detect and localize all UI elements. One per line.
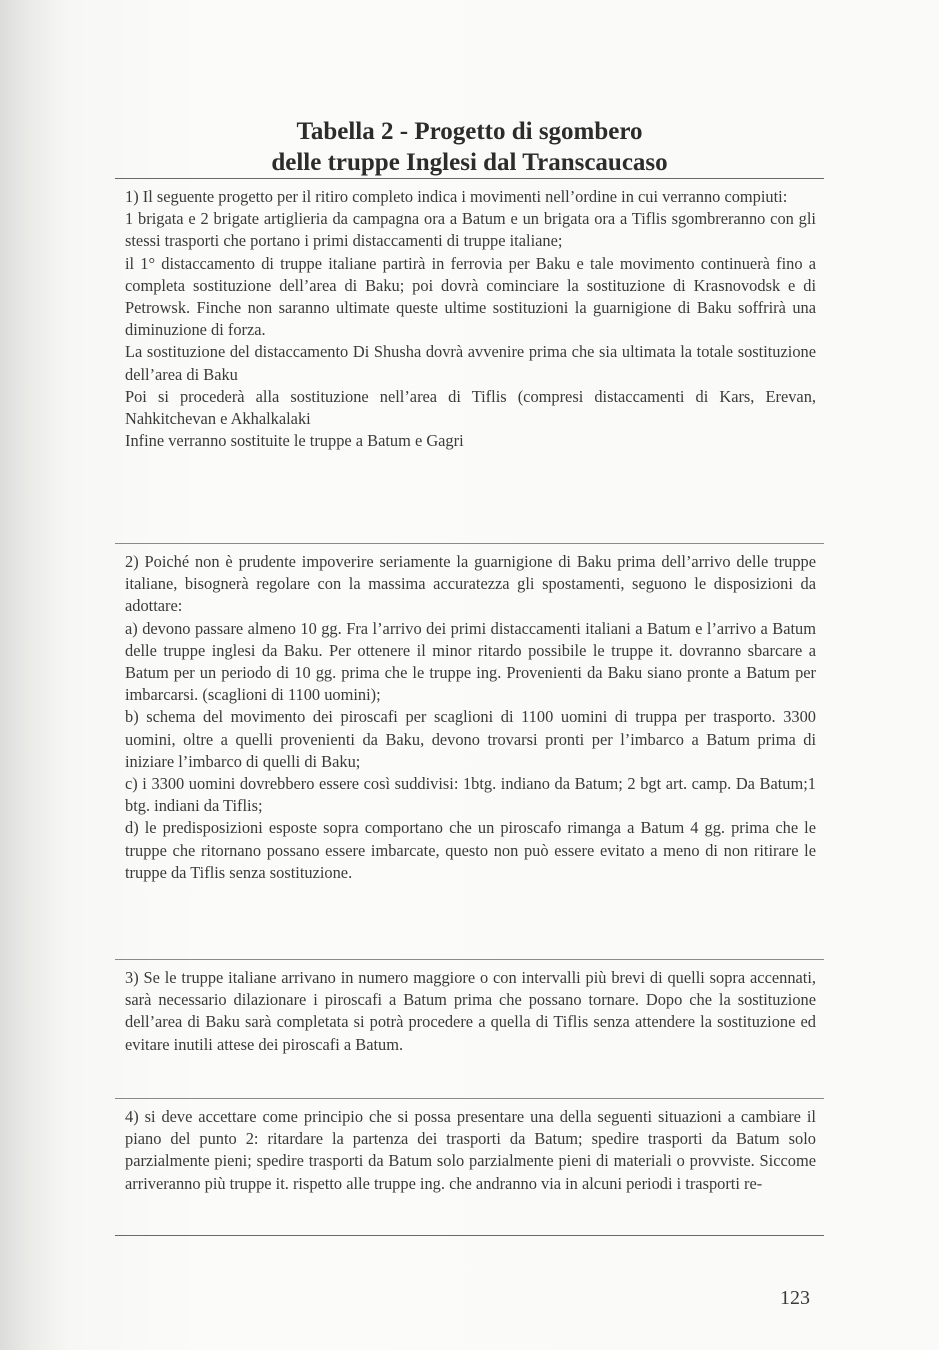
row-2-paragraph: a) devono passare almeno 10 gg. Fra l’arrivo dei primi distaccamenti italiani a Batum e l’arrivo a Batum delle truppe inglesi da Baku. Per ottenere il minor ritardo possibile le truppe it. dovranno sbarcare a Batum per un periodo di 10 gg. prima che le truppe ing. Provenienti da Baku siano pronte a Batum per imbarcarsi. (scaglioni di 1100 uomini); (125, 618, 816, 705)
page-number: 123 (780, 1287, 810, 1309)
row-4-paragraph: 4) si deve accettare come principio che si possa presentare una della seguenti situazioni a cambiare il piano del punto 2: ritardare la partenza dei trasporti da Batum; spedire trasporti da Batum solo parzialmente pieni; spedire trasporti da Batum solo parzialmente pieni di materiali o provviste. Siccome arriveranno più truppe it. rispetto alle truppe ing. che andranno via in alcuni periodi i trasporti re- (125, 1107, 816, 1193)
table-row-1 (115, 179, 824, 543)
row-1-paragraph: La sostituzione del distaccamento Di Shusha dovrà avvenire prima che sia ultimata la totale sostituzione dell’area di Baku (125, 342, 816, 384)
row-2-paragraph: 2) Poiché non è prudente impoverire seriamente la guarnigione di Baku prima dell’arrivo delle truppe italiane, bisognerà regolare con la massima accuratezza gli spostamenti, seguono le disposizioni da adottare: (125, 552, 816, 616)
table-title (115, 116, 824, 178)
table-row-2 (115, 543, 824, 959)
row-1-paragraph: Infine verranno sostituite le truppe a Batum e Gagri (125, 431, 464, 451)
plan-table (115, 178, 824, 1236)
row-1-paragraph: Poi si procederà alla sostituzione nell’area di Tiflis (compresi distaccamenti di Kars, Erevan, Nahkitchevan e Akhalkalaki (125, 386, 816, 429)
row-2-paragraph: c) i 3300 uomini dovrebbero essere così suddivisi: 1btg. indiano da Batum; 2 bgt art. camp. Da Batum;1 btg. indiani da Tiflis; (125, 774, 816, 816)
title-line-2: delle truppe Inglesi dal Transcaucaso (271, 149, 668, 176)
row-1-paragraph: il 1° distaccamento di truppe italiane partirà in ferrovia per Baku e tale movimento continuerà fino a completa sostituzione dell’area di Baku; poi dovrà cominciare la sostituzione di Krasnovodsk e di Petrowsk. Finche non saranno ultimate queste ultime sostituzioni la guarnigione di Baku soffrirà una diminuzione di forza. (125, 253, 816, 340)
row-2-paragraph: b) schema del movimento dei piroscafi per scaglioni di 1100 uomini di truppa per trasporto. 3300 uomini, oltre a quelli provenienti da Baku, devono trovarsi pronti per l’imbarco a Batum prima di iniziare l’imbarco di quelli di Baku; (125, 707, 816, 771)
row-2-paragraph: d) le predisposizioni esposte sopra comportano che un piroscafo rimanga a Batum 4 gg. prima che le truppe che ritornano possano essere imbarcate, questo non può essere evitato a meno di non ritirare le truppe da Tiflis senza sostituzione. (125, 818, 816, 882)
table-row-3 (115, 959, 824, 1098)
table-row-4 (115, 1098, 824, 1235)
row-3-paragraph: 3) Se le truppe italiane arrivano in numero maggiore o con intervalli più brevi di quelli sopra accennati, sarà necessario dilazionare i piroscafi a Batum prima che possano tornare. Dopo che la sostituzione dell’area di Baku sarà completata si potrà procedere a quella di Tiflis senza attendere la sostituzione ed evitare inutili attese dei piroscafi a Batum. (125, 968, 816, 1054)
row-1-paragraph: 1) Il seguente progetto per il ritiro completo indica i movimenti nell’ordine in cui verranno compiuti: (125, 187, 788, 206)
title-line-1: Tabella 2 - Progetto di sgombero (296, 118, 643, 145)
row-1-paragraph: 1 brigata e 2 brigate artiglieria da campagna ora a Batum e un brigata ora a Tiflis sgombreranno con gli stessi trasporti che portano i primi distaccamenti di truppe italiane; (125, 209, 816, 251)
